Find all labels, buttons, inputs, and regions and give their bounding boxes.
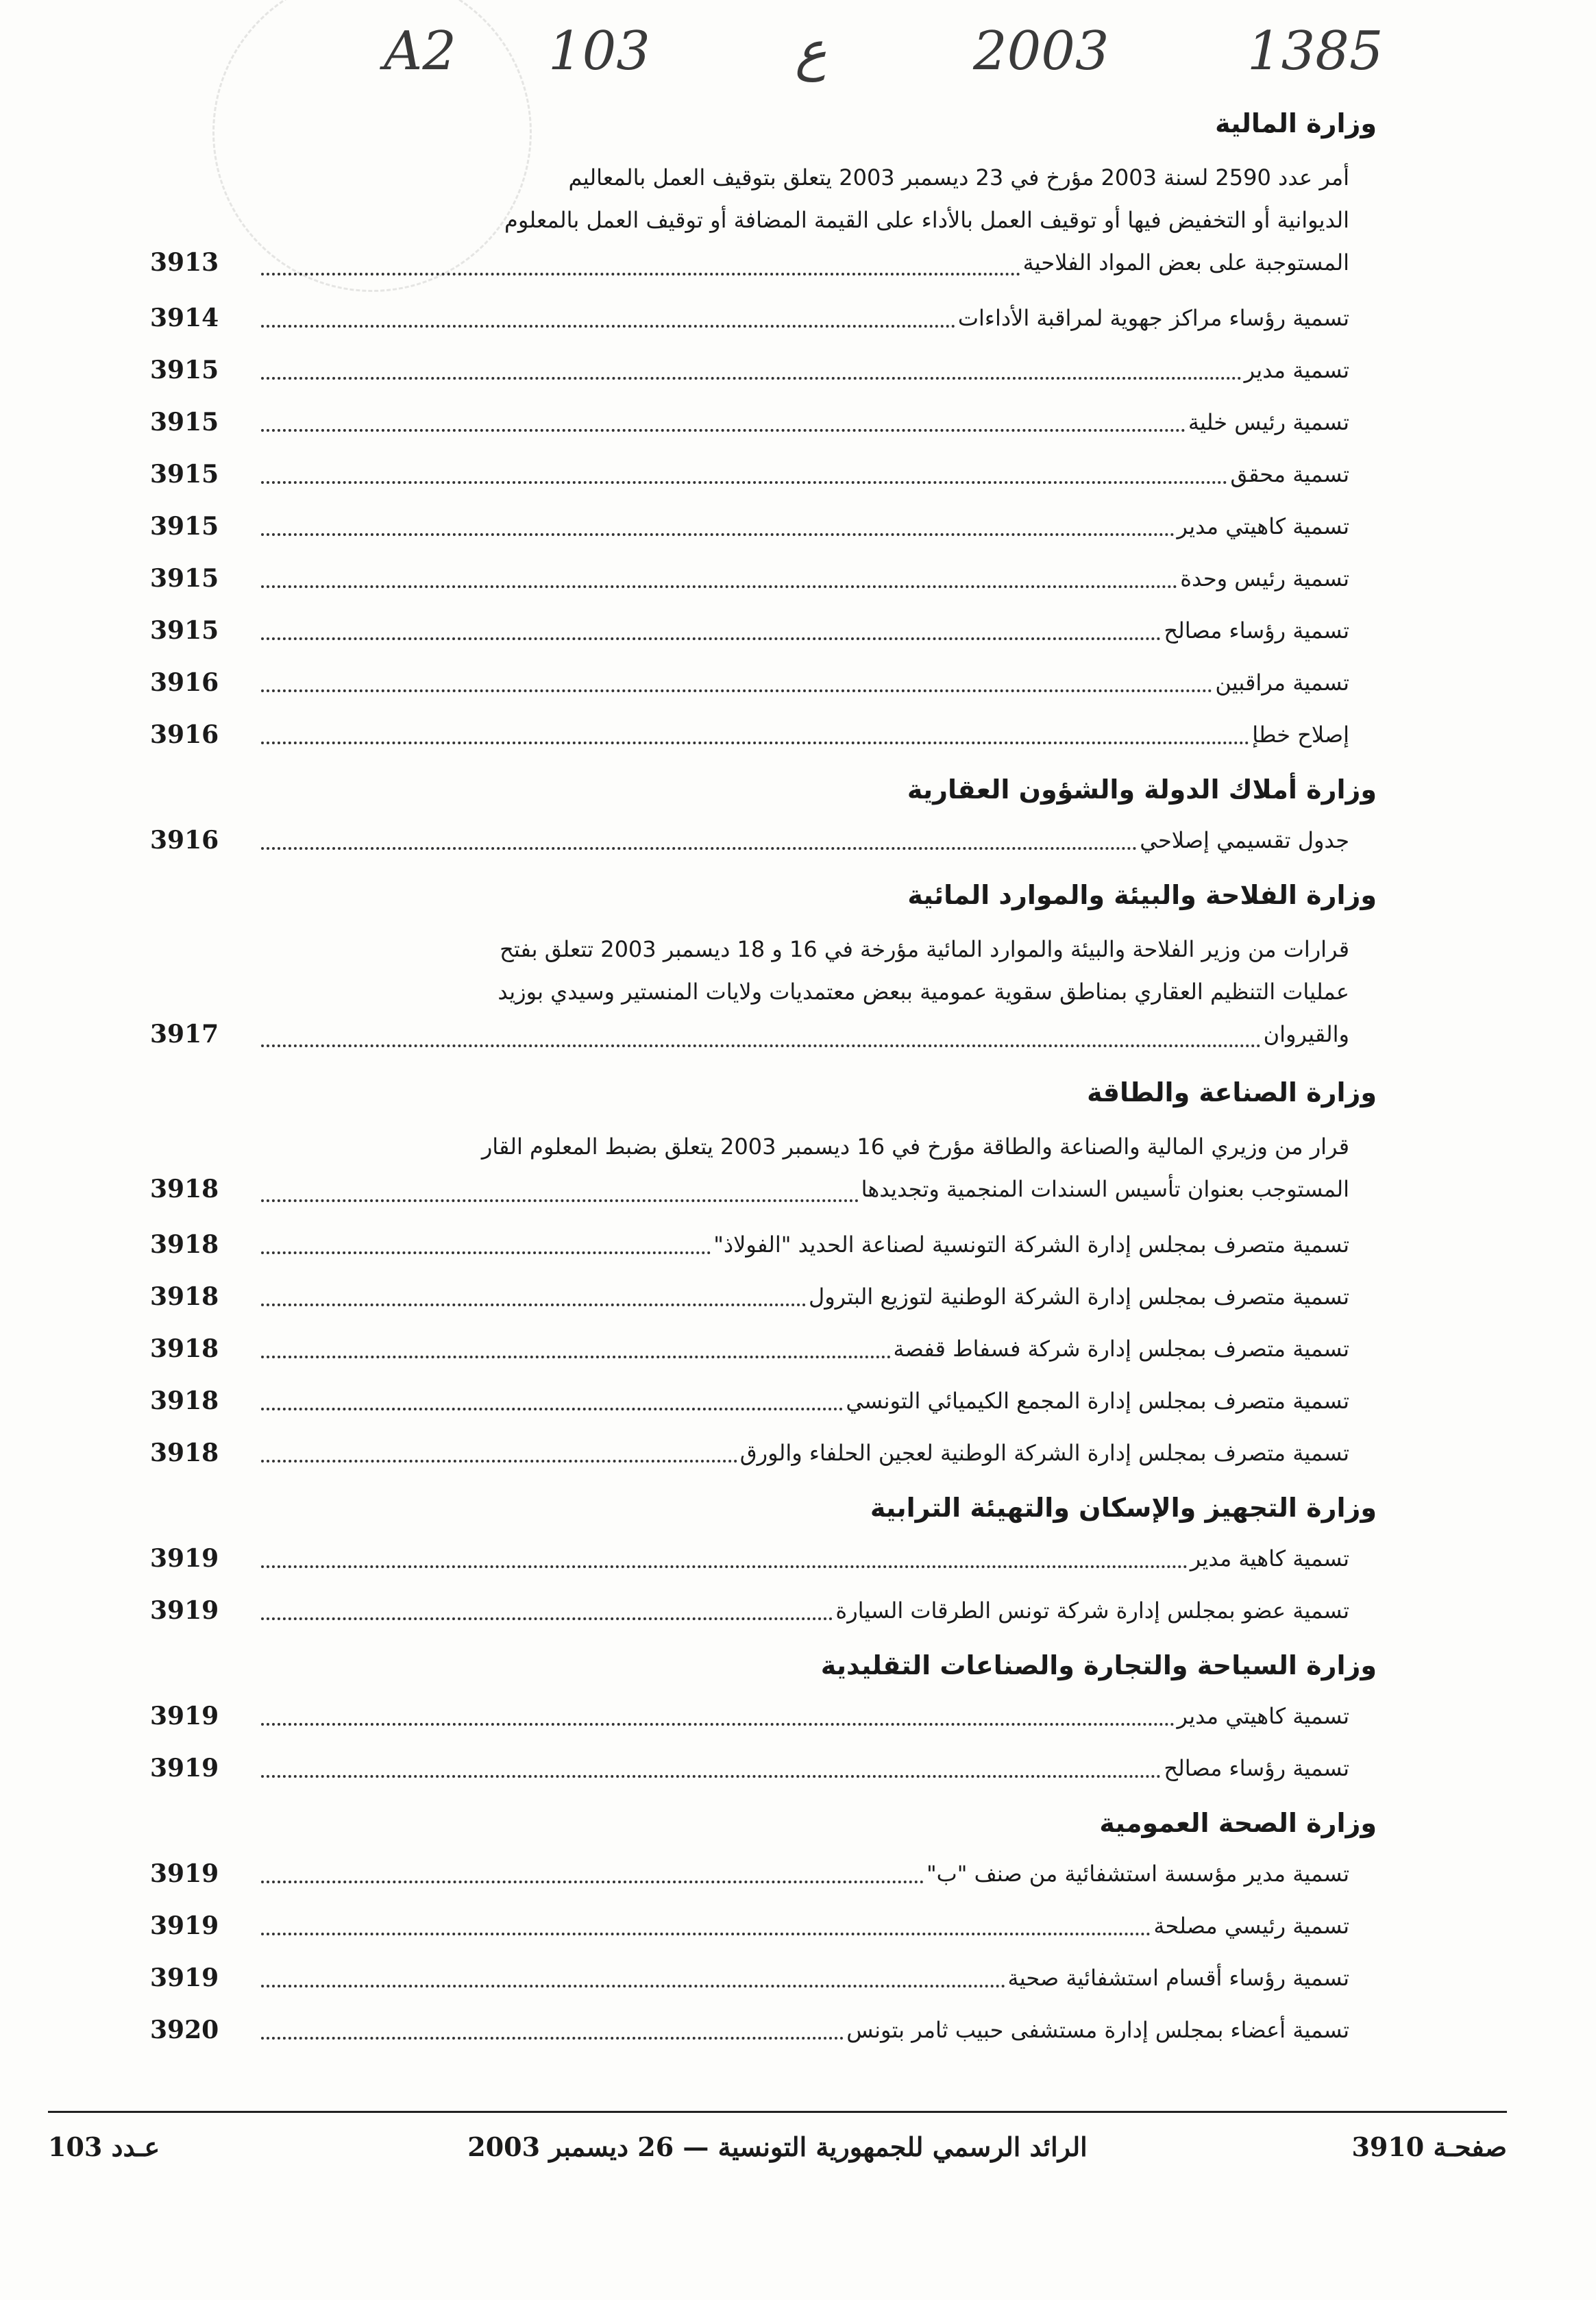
entry-page-number: 3915 bbox=[150, 408, 219, 437]
handwritten-ref-4: 2003 bbox=[973, 21, 1109, 82]
entry-page-number: 3920 bbox=[150, 2016, 219, 2044]
entry-page-number: 3919 bbox=[150, 1596, 219, 1625]
entry-page-number: 3919 bbox=[150, 1963, 219, 1992]
entry-label: تسمية متصرف بمجلس إدارة الشركة الوطنية لتوزيع البترول bbox=[808, 1284, 1349, 1310]
toc-entry[interactable] bbox=[150, 300, 1349, 336]
toc-entry[interactable] bbox=[150, 241, 1349, 284]
ministry-heading: وزارة الصحة العمومية bbox=[1099, 1808, 1377, 1838]
toc-entry[interactable] bbox=[150, 1698, 1349, 1734]
toc-section bbox=[150, 874, 1377, 1055]
toc-entry[interactable] bbox=[150, 1279, 1349, 1314]
toc-section bbox=[150, 769, 1377, 858]
dot-leader bbox=[261, 429, 1186, 432]
handwritten-ref-2: 103 bbox=[548, 21, 650, 82]
entry-page-number: 3919 bbox=[150, 1911, 219, 1940]
entry-label: تسمية أعضاء بمجلس إدارة مستشفى حبيب ثامر بتونس bbox=[846, 2017, 1349, 2043]
entry-page-number: 3916 bbox=[150, 826, 219, 855]
toc-entry[interactable] bbox=[150, 1435, 1349, 1471]
decree-summary bbox=[150, 1125, 1349, 1168]
handwritten-ref-1: A2 bbox=[384, 21, 456, 82]
entry-page-number: 3918 bbox=[150, 1230, 219, 1259]
entry-label: تسمية متصرف بمجلس إدارة الشركة الوطنية لعجين الحلفاء والورق bbox=[739, 1440, 1349, 1466]
dot-leader bbox=[261, 533, 1175, 536]
entry-label: تسمية متصرف بمجلس إدارة شركة فسفاط قفصة bbox=[893, 1336, 1349, 1362]
entry-page-number: 3918 bbox=[150, 1439, 219, 1467]
ministry-heading: وزارة التجهيز والإسكان والتهيئة الترابية bbox=[870, 1493, 1377, 1523]
entry-page-number: 3919 bbox=[150, 1544, 219, 1573]
entry-label: تسمية كاهيتي مدير bbox=[1177, 513, 1349, 539]
entry-page-number: 3916 bbox=[150, 720, 219, 749]
toc-section bbox=[150, 103, 1377, 753]
entry-page-number: 3915 bbox=[150, 356, 219, 384]
dot-leader bbox=[261, 585, 1177, 588]
toc-entry[interactable] bbox=[150, 822, 1349, 858]
entry-label: تسمية رئيس خلية bbox=[1188, 409, 1349, 435]
decree-summary bbox=[150, 928, 1349, 1013]
toc-entry[interactable] bbox=[150, 456, 1349, 492]
dot-leader bbox=[261, 1985, 1005, 1987]
ministry-heading: وزارة الصناعة والطاقة bbox=[1087, 1077, 1377, 1108]
handwritten-ref-5: 1385 bbox=[1247, 21, 1384, 82]
entry-label: تسمية كاهيتي مدير bbox=[1177, 1703, 1349, 1729]
toc-entry[interactable] bbox=[150, 404, 1349, 440]
entry-label: تسمية عضو بمجلس إدارة شركة تونس الطرقات السيارة bbox=[835, 1598, 1349, 1624]
entry-label: تسمية متصرف بمجلس إدارة الشركة التونسية لصناعة الحديد "الفولاذ" bbox=[713, 1232, 1349, 1258]
entry-label: تسمية رؤساء مصالح bbox=[1164, 617, 1349, 644]
dot-leader bbox=[261, 1723, 1175, 1726]
decree-summary bbox=[150, 156, 1349, 241]
entry-label: المستوجبة على بعض المواد الفلاحية bbox=[1022, 249, 1349, 276]
toc-entry[interactable] bbox=[150, 2012, 1349, 2048]
entry-label: تسمية مدير bbox=[1244, 357, 1349, 383]
dot-leader bbox=[261, 2037, 844, 2040]
footer-page-number: صفحـة 3910 bbox=[1351, 2131, 1507, 2162]
dot-leader bbox=[261, 1356, 891, 1358]
toc-section bbox=[150, 1802, 1377, 2048]
entry-label: تسمية رئيس وحدة bbox=[1180, 565, 1349, 591]
toc-entry[interactable] bbox=[150, 1331, 1349, 1367]
dot-leader bbox=[261, 273, 1020, 276]
dot-leader bbox=[261, 1251, 711, 1254]
handwritten-reference bbox=[384, 21, 1412, 110]
toc-entry[interactable] bbox=[150, 352, 1349, 388]
entry-label: تسمية رؤساء أقسام استشفائية صحية bbox=[1007, 1965, 1349, 1991]
decree-summary-line: قرارات من وزير الفلاحة والبيئة والموارد المائية مؤرخة في 16 و 18 ديسمبر 2003 تتعلق بفتح bbox=[500, 936, 1349, 962]
dot-leader bbox=[261, 1881, 924, 1883]
entry-page-number: 3918 bbox=[150, 1282, 219, 1311]
entry-page-number: 3918 bbox=[150, 1175, 219, 1203]
entry-page-number: 3914 bbox=[150, 304, 219, 332]
dot-leader bbox=[261, 1304, 806, 1306]
toc-entry[interactable] bbox=[150, 1856, 1349, 1892]
toc-entry[interactable] bbox=[150, 1013, 1349, 1055]
toc-entry[interactable] bbox=[150, 1960, 1349, 1996]
toc-entry[interactable] bbox=[150, 1908, 1349, 1944]
ministry-heading: وزارة السياحة والتجارة والصناعات التقليدية bbox=[820, 1650, 1377, 1680]
dot-leader bbox=[261, 1775, 1161, 1778]
toc-entry[interactable] bbox=[150, 665, 1349, 700]
entry-page-number: 3917 bbox=[150, 1020, 219, 1049]
entry-label: تسمية مدير مؤسسة استشفائية من صنف "ب" bbox=[926, 1861, 1349, 1887]
dot-leader bbox=[261, 847, 1137, 850]
footer-journal-title: الرائد الرسمي للجمهورية التونسية — 26 ديسمبر 2003 bbox=[467, 2131, 1088, 2162]
toc-entry[interactable] bbox=[150, 717, 1349, 753]
entry-label: تسمية رؤساء مصالح bbox=[1164, 1755, 1349, 1781]
toc-entry[interactable] bbox=[150, 561, 1349, 596]
dot-leader bbox=[261, 1617, 833, 1620]
entry-label: جدول تقسيمي إصلاحي bbox=[1140, 827, 1349, 853]
entry-label: تسمية مراقبين bbox=[1215, 670, 1349, 696]
entry-label: تسمية متصرف بمجلس إدارة المجمع الكيميائي التونسي bbox=[846, 1388, 1349, 1414]
dot-leader bbox=[261, 742, 1249, 744]
entry-page-number: 3915 bbox=[150, 512, 219, 541]
footer-divider bbox=[48, 2111, 1507, 2113]
entry-page-number: 3919 bbox=[150, 1754, 219, 1783]
toc-entry[interactable] bbox=[150, 1168, 1349, 1210]
dot-leader bbox=[261, 637, 1161, 640]
toc-section bbox=[150, 1645, 1377, 1786]
toc-entry[interactable] bbox=[150, 1227, 1349, 1262]
decree-summary-line: الديوانية أو التخفيض فيها أو توقيف العمل بالأداء على القيمة المضافة أو توقيف العمل بالمعلوم bbox=[504, 207, 1349, 233]
entry-page-number: 3918 bbox=[150, 1386, 219, 1415]
dot-leader bbox=[261, 1933, 1151, 1935]
entry-label: تسمية محقق bbox=[1230, 461, 1349, 487]
toc-section bbox=[150, 1487, 1377, 1628]
page-footer bbox=[48, 2131, 1507, 2179]
entry-page-number: 3919 bbox=[150, 1859, 219, 1888]
dot-leader bbox=[261, 1565, 1188, 1568]
entry-page-number: 3913 bbox=[150, 248, 219, 277]
dot-leader bbox=[261, 1408, 843, 1410]
footer-issue-number: عـدد 103 bbox=[48, 2131, 160, 2162]
entry-label: تسمية كاهية مدير bbox=[1190, 1545, 1349, 1571]
table-of-contents bbox=[150, 103, 1377, 2064]
entry-page-number: 3916 bbox=[150, 668, 219, 697]
dot-leader bbox=[261, 1199, 859, 1202]
toc-entry[interactable] bbox=[150, 1541, 1349, 1576]
ministry-heading: وزارة الفلاحة والبيئة والموارد المائية bbox=[907, 880, 1377, 910]
dot-leader bbox=[261, 1044, 1261, 1047]
entry-label: والقيروان bbox=[1263, 1021, 1349, 1047]
toc-entry[interactable] bbox=[150, 613, 1349, 648]
entry-page-number: 3915 bbox=[150, 460, 219, 489]
entry-page-number: 3918 bbox=[150, 1334, 219, 1363]
toc-entry[interactable] bbox=[150, 1383, 1349, 1419]
entry-label: تسمية رؤساء مراكز جهوية لمراقبة الأداءات bbox=[957, 305, 1349, 331]
ministry-heading: وزارة المالية bbox=[1215, 108, 1377, 138]
decree-summary-line: قرار من وزيري المالية والصناعة والطاقة مؤرخ في 16 ديسمبر 2003 يتعلق بضبط المعلوم القار bbox=[481, 1134, 1349, 1160]
dot-leader bbox=[261, 325, 955, 328]
entry-page-number: 3915 bbox=[150, 564, 219, 593]
ministry-heading: وزارة أملاك الدولة والشؤون العقارية bbox=[907, 774, 1377, 805]
toc-entry[interactable] bbox=[150, 1593, 1349, 1628]
entry-page-number: 3919 bbox=[150, 1702, 219, 1730]
dot-leader bbox=[261, 689, 1212, 692]
handwritten-ref-3: ع bbox=[795, 21, 827, 82]
entry-label: إصلاح خطإ bbox=[1252, 722, 1349, 748]
entry-page-number: 3915 bbox=[150, 616, 219, 645]
dot-leader bbox=[261, 1460, 737, 1463]
toc-entry[interactable] bbox=[150, 1750, 1349, 1786]
toc-entry[interactable] bbox=[150, 509, 1349, 544]
entry-label: المستوجب بعنوان تأسيس السندات المنجمية وتجديدها bbox=[861, 1176, 1349, 1202]
dot-leader bbox=[261, 481, 1227, 484]
entry-label: تسمية رئيسي مصلحة bbox=[1153, 1913, 1349, 1939]
toc-section bbox=[150, 1072, 1377, 1471]
dot-leader bbox=[261, 377, 1242, 380]
decree-summary-line: أمر عدد 2590 لسنة 2003 مؤرخ في 23 ديسمبر 2003 يتعلق بتوقيف العمل بالمعاليم bbox=[568, 164, 1349, 191]
decree-summary-line: عمليات التنظيم العقاري بمناطق سقوية عمومية ببعض معتمديات ولايات المنستير وسيدي بوزيد bbox=[498, 979, 1349, 1005]
